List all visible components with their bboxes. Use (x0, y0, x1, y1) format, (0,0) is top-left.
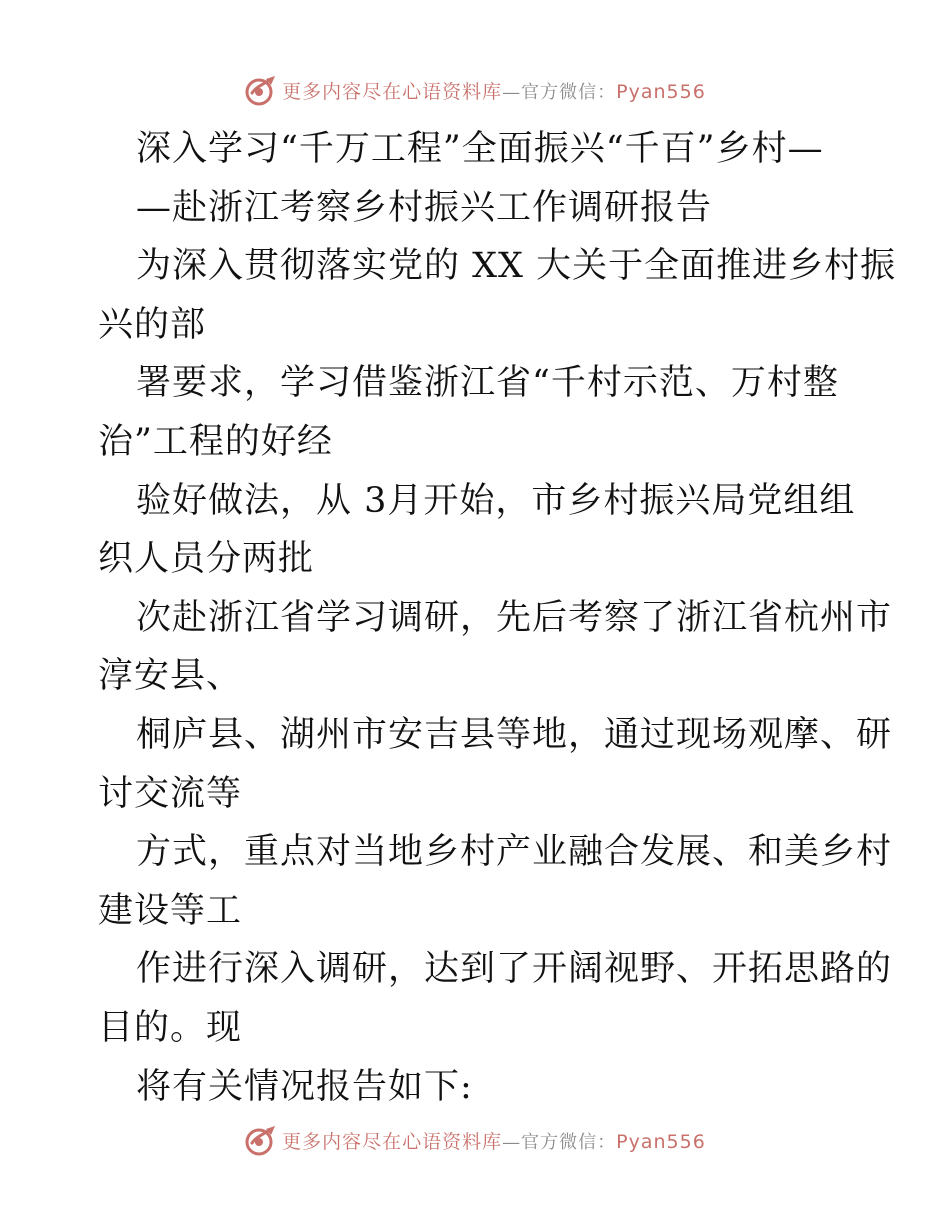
body-text-line: 目的。现 (98, 1007, 243, 1048)
footer-watermark (0, 1122, 950, 1158)
body-text-line: 织人员分两批 (98, 539, 315, 580)
document-title-line: 深入学习“千万工程”全面振兴“千百”乡村— (136, 129, 824, 169)
document-title-line: —赴浙江考察乡村振兴工作调研报告 (136, 187, 713, 228)
body-text-line: 作进行深入调研，达到了开阔视野、开拓思路的 (136, 949, 893, 990)
body-text-line: 验好做法，从 3月开始，市乡村振兴局党组组 (136, 480, 856, 521)
body-text-line: 将有关情况报告如下: (136, 1066, 473, 1107)
body-text-line: 淳安县、 (98, 656, 243, 697)
body-text-line: 次赴浙江省学习调研，先后考察了浙江省杭州市 (136, 597, 893, 638)
body-text-line: 建设等工 (98, 890, 243, 931)
watermark-sub-text: —官方微信： (502, 1131, 617, 1153)
body-text-line: 署要求，学习借鉴浙江省“千村示范、万村整 (136, 363, 839, 404)
brush-logo-icon (244, 73, 278, 107)
watermark-sub-text: —官方微信： (502, 81, 617, 103)
body-text-line: 桐庐县、湖州市安吉县等地，通过现场观摩、研 (136, 714, 893, 755)
body-text-line: 方式，重点对当地乡村产业融合发展、和美乡村 (136, 832, 893, 873)
watermark-main-text: 更多内容尽在心语资料库 (282, 80, 503, 103)
body-text-line: 兴的部 (98, 304, 207, 345)
watermark-account: Pyan556 (616, 80, 706, 103)
body-text-line: 讨交流等 (98, 773, 243, 814)
header-watermark (0, 72, 950, 108)
watermark-main-text: 更多内容尽在心语资料库 (282, 1130, 503, 1153)
document-body (98, 120, 897, 1116)
brush-logo-icon (244, 1123, 278, 1157)
watermark-account: Pyan556 (616, 1130, 706, 1153)
body-text-line: 治”工程的好经 (98, 421, 333, 462)
body-text-line: 为深入贯彻落实党的 XX 大关于全面推进乡村振 (136, 246, 897, 287)
